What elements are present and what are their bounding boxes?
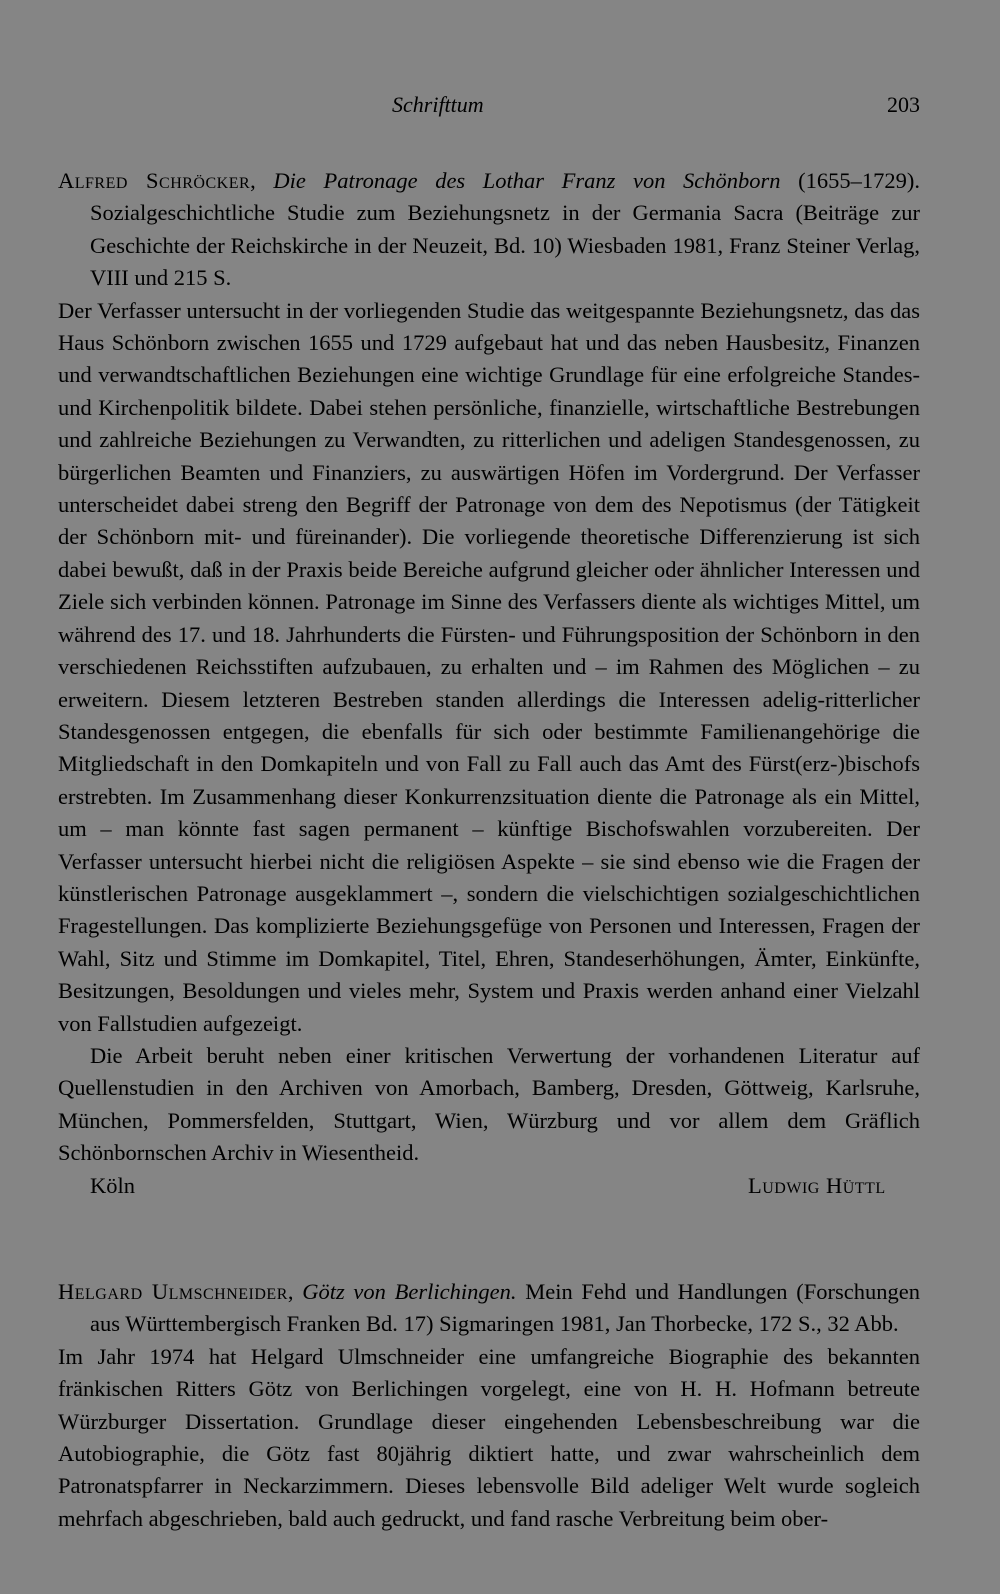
review-citation-details: Mein Fehd und Handlungen (Forschungen aus Württembergisch Franken Bd. 17) Sigmaringen 1981, Jan Thorbecke, 172 S., 32 Abb. xyxy=(90,1279,920,1337)
review-book-title: Die Patronage des Lothar Franz von Schönborn xyxy=(273,168,781,193)
review-citation: Alfred Schröcker, Die Patronage des Lothar Franz von Schönborn (1655–1729). Sozialgeschichtliche Studie zum Beziehungsnetz in der Germania Sacra (Beiträge zur Geschichte der Reichskirche in der Neuzeit, Bd. 10) Wiesbaden 1981, Franz Steiner Verlag, VIII und 215 S. xyxy=(58,168,921,291)
review-author: Helgard Ulmschneider xyxy=(58,1279,288,1304)
page-number: 203 xyxy=(887,92,920,117)
review-author: Alfred Schröcker xyxy=(58,168,251,193)
review-book-title: Götz von Berlichingen. xyxy=(302,1279,517,1304)
review-citation: Helgard Ulmschneider, Götz von Berlichingen. Mein Fehd und Handlungen (Forschungen aus Württembergisch Franken Bd. 17) Sigmaringen 1981, Jan Thorbecke, 172 S., 32 Abb. xyxy=(58,1279,920,1337)
reviewer-name: Ludwig Hüttl xyxy=(748,1172,886,1198)
review-paragraph: Die Arbeit beruht neben einer kritischen Verwertung der vorhandenen Literatur auf Quellenstudien in den Archiven von Amorbach, Bamberg, Dresden, Göttweig, Karlsruhe, München, Pommersfelden, Stuttgart, Wien, Würzburg und vor allem dem Gräflich Schönbornschen Archiv in Wiesentheid. xyxy=(58,1042,920,1166)
review-paragraph: Im Jahr 1974 hat Helgard Ulmschneider eine umfangreiche Biographie des bekannten fränkischen Ritters Götz von Berlichingen vorgelegt, eine von H. H. Hofmann betreute Würzburger Dissertation. Grundlage dieser eingehenden Lebensbeschreibung war die Autobiographie, die Götz fast 80jährig diktiert hatte, und zwar wahrscheinlich dem Patronatspfarrer in Neckarzimmern. Dieses lebensvolle Bild adeliger Welt wurde sogleich mehrfach abgeschrieben, bald auch gedruckt, und fand rasche Verbreitung beim ober- xyxy=(58,1343,920,1531)
review-citation-details: (1655–1729). Sozialgeschichtliche Studie zum Beziehungsnetz in der Germania Sacra (Beiträge zur Geschichte der Reichskirche in der Neuzeit, Bd. 10) Wiesbaden 1981, Franz Steiner Verlag, VIII und 215 S. xyxy=(90,168,921,291)
review-place: Köln xyxy=(90,1172,135,1198)
running-header-title: Schrifttum xyxy=(392,92,484,117)
review-signoff xyxy=(58,1170,920,1202)
review-ulmschneider xyxy=(58,1276,920,1535)
review-schroecker xyxy=(58,165,920,1202)
review-paragraph: Der Verfasser untersucht in der vorliegenden Studie das weitgespannte Beziehungsnetz, das das Haus Schönborn zwischen 1655 und 1729 aufgebaut hat und das neben Hausbesitz, Finanzen und verwandtschaftlichen Beziehungen eine wichtige Grundlage für eine erfolgreiche Standes- und Kirchenpolitik bildete. Dabei stehen persönliche, finanzielle, wirtschaftliche Bestrebungen und zahlreiche Beziehungen zu Verwandten, zu ritterlichen und adeligen Standesgenossen, zu bürgerlichen Beamten und Finanziers, zu auswärtigen Höfen im Vordergrund. Der Verfasser unterscheidet dabei streng den Begriff der Patronage von dem des Nepotismus (der Tätigkeit der Schönborn mit- und füreinander). Die vorliegende theoretische Differenzierung ist sich dabei bewußt, daß in der Praxis beide Bereiche aufgrund gleicher oder ähnlicher Interessen und Ziele sich verbinden können. Patronage im Sinne des Verfassers diente als wichtiges Mittel, um während des 17. und 18. Jahrhunderts die Fürsten- und Führungsposition der Schönborn in den verschiedenen Reichsstiften aufzubauen, zu erhalten und – im Rahmen des Möglichen – zu erweitern. Diesem letzteren Bestreben standen allerdings die Interessen adelig-ritterlicher Standesgenossen entgegen, die ebenfalls für sich oder bestimmte Familienangehörige die Mitgliedschaft in den Domkapiteln und von Fall zu Fall auch das Amt des Fürst(erz-)bischofs erstrebten. Im Zusammenhang dieser Konkurrenzsituation diente die Patronage als ein Mittel, um – man könnte fast sagen permanent – künftige Bischofswahlen vorzubereiten. Der Verfasser untersucht hierbei nicht die religiösen Aspekte – sie sind ebenso wie die Fragen der künstlerischen Patronage ausgeklammert –, sondern die vielschichtigen sozialgeschichtlichen Fragestellungen. Das komplizierte Beziehungsgefüge von Personen und Interessen, Fragen der Wahl, Sitz und Stimme im Domkapitel, Titel, Ehren, Standeserhöhungen, Ämter, Einkünfte, Besitzungen, Besoldungen und vieles mehr, System und Praxis werden anhand einer Vielzahl von Fallstudien aufgezeigt. xyxy=(58,297,920,1036)
